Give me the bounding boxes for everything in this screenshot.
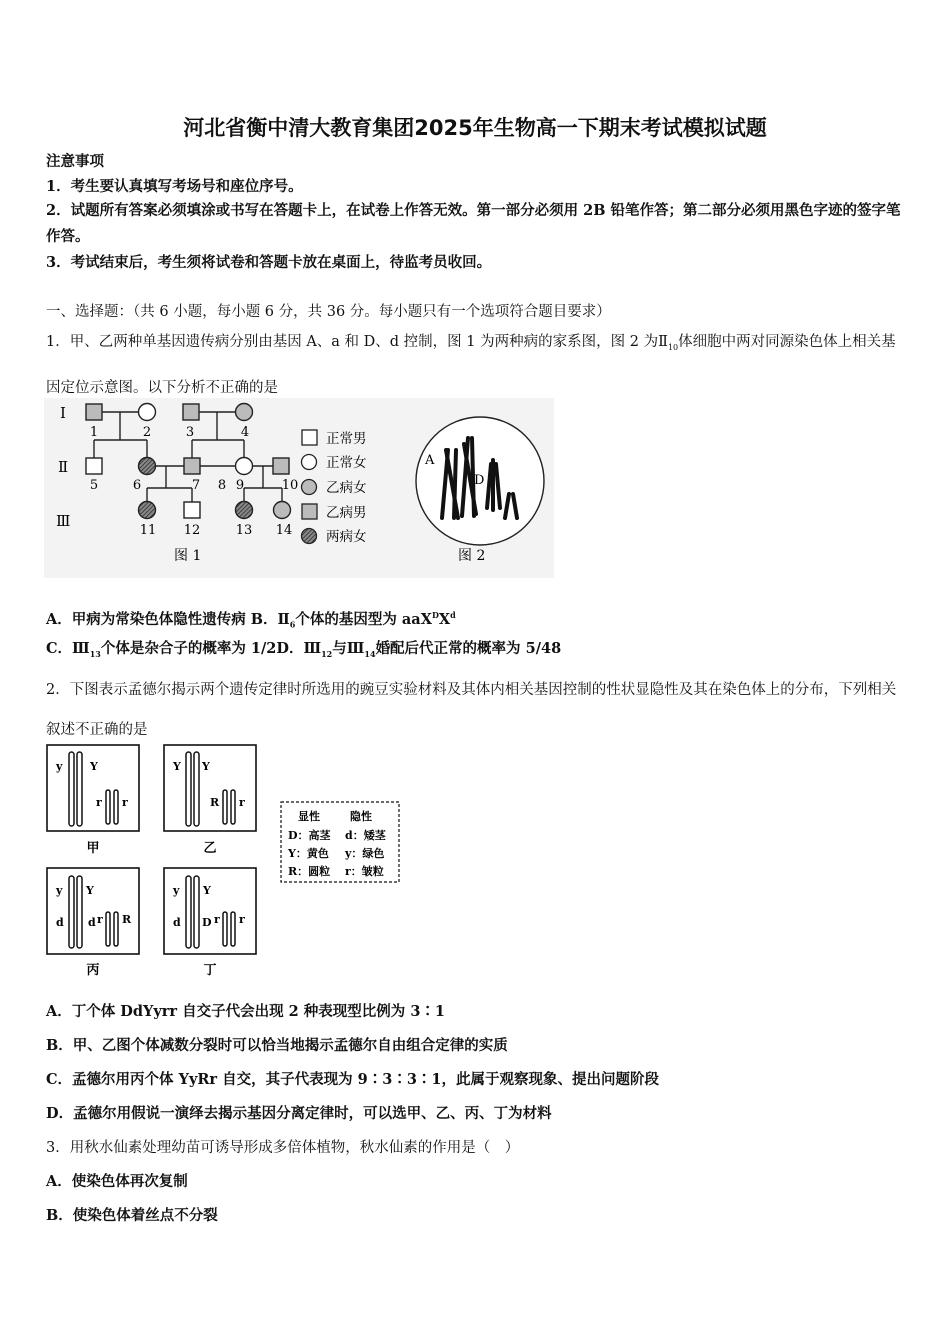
q3-stem: 3．用秋水仙素处理幼苗可诱导形成多倍体植物，秋水仙素的作用是（ ）	[46, 1140, 520, 1156]
bing-gene-Y: Y	[86, 884, 94, 897]
label-12: 12	[183, 523, 201, 538]
q1-option-ab: A．甲病为常染色体隐性遗传病 B．$Ⅱ_6$个体的基因型为 $aaX^DX^d$	[46, 610, 456, 630]
label-7: 7	[191, 478, 201, 493]
panel-label-ding: 丁	[203, 963, 217, 978]
gen-label-2: Ⅱ	[58, 458, 69, 476]
fig2-caption: 图 2	[458, 548, 486, 564]
legend-both-female: 两病女	[326, 529, 367, 545]
label-4: 4	[240, 425, 250, 440]
individual-4	[236, 404, 253, 421]
jia-gene-y: y	[56, 760, 63, 773]
legend-normal-male: 正常男	[326, 431, 367, 447]
jia-gene-Y: Y	[90, 760, 98, 773]
section-heading: 一、选择题：（共 6 小题，每小题 6 分，共 36 分。每小题只有一个选项符合题目要求）	[46, 304, 611, 320]
yi-gene-r: r	[239, 796, 245, 809]
bing-gene-R: R	[122, 913, 132, 926]
label-1: 1	[89, 425, 99, 440]
gen-label-1: Ⅰ	[60, 404, 66, 422]
q1-figures	[44, 398, 554, 578]
label-14: 14	[275, 523, 293, 538]
ding-gene-r1: r	[214, 913, 220, 926]
individual-12	[184, 502, 200, 518]
q2-option-b: B．甲、乙图个体减数分裂时可以恰当地揭示孟德尔自由组合定律的实质	[46, 1037, 508, 1054]
table-row-1-dom: D：高茎	[288, 829, 331, 842]
notice-item-1: 1．考生要认真填写考场号和座位序号。	[46, 178, 303, 195]
panel-yi	[164, 745, 256, 831]
bing-gene-r: r	[97, 913, 103, 926]
legend-yi-female: 乙病女	[326, 480, 367, 496]
panel-bing	[47, 868, 139, 954]
individual-1	[86, 404, 102, 420]
label-13: 13	[235, 523, 253, 538]
bing-gene-d2: d	[88, 916, 96, 929]
gene-D-label: D	[474, 473, 485, 488]
table-row-3-dom: R：圆粒	[288, 865, 331, 878]
page-title: 河北省衡中清大教育集团2025年生物高一下期末考试模拟试题	[183, 116, 767, 140]
bing-gene-d1: d	[56, 916, 64, 929]
q2-option-a: A．丁个体 DdYyrr 自交子代会出现 2 种表现型比例为 3∶1	[46, 1003, 446, 1020]
individual-5	[86, 458, 102, 474]
label-11: 11	[139, 523, 157, 538]
notice-heading: 注意事项	[46, 153, 104, 170]
q2-option-c: C．孟德尔用丙个体 YyRr 自交，其子代表现为 9∶3∶3∶1，此属于观察现象、提出问题阶段	[46, 1071, 660, 1088]
ding-gene-Y: Y	[203, 884, 211, 897]
individual-3	[183, 404, 199, 420]
ding-gene-d: d	[173, 916, 181, 929]
jia-gene-r1: r	[96, 796, 102, 809]
label-10: 10	[281, 478, 299, 493]
label-6: 6	[132, 478, 142, 493]
notice-item-3: 3．考试结束后，考生须将试卷和答题卡放在桌面上，待监考员收回。	[46, 254, 492, 271]
individual-2	[139, 404, 156, 421]
label-9: 9	[235, 478, 245, 493]
label-5: 5	[89, 478, 99, 493]
individual-6	[139, 458, 156, 475]
panel-label-yi: 乙	[203, 841, 217, 856]
ding-gene-D: D	[202, 916, 212, 929]
yi-gene-Y1: Y	[173, 760, 181, 773]
label-8: 8	[217, 478, 227, 493]
table-header-recessive: 隐性	[350, 810, 372, 823]
q1-option-cd: C．$Ⅲ_{13}$个体是杂合子的概率为 1/2D．$Ⅲ_{12}$与$Ⅲ_{14}$婚配后代正常的概率为 5/48	[46, 640, 562, 659]
bing-gene-y: y	[56, 884, 63, 897]
individual-11	[139, 502, 156, 519]
individual-8	[236, 458, 253, 475]
q2-figure	[44, 742, 404, 978]
label-3: 3	[185, 425, 195, 440]
panel-jia	[47, 745, 139, 831]
individual-14	[274, 502, 291, 519]
notice-item-2: 2．试题所有答案必须填涂或书写在答题卡上，在试卷上作答无效。第一部分必须用 2B 铅笔作答；第二部分必须用黑色字迹的签字笔作答。	[46, 202, 901, 245]
q1-stem: 1．甲、乙两种单基因遗传病分别由基因 A、a 和 D、d 控制，图 1 为两种病的家系图，图 2 为$Ⅱ_{10}$体细胞中两对同源染色体上相关基因定位示意图。以下分析不正确的是	[46, 334, 896, 396]
q3-option-a: A．使染色体再次复制	[46, 1173, 188, 1190]
label-2: 2	[142, 425, 152, 440]
fig1-caption: 图 1	[174, 548, 202, 564]
individual-7	[184, 458, 200, 474]
table-row-3-rec: r：皱粒	[345, 865, 384, 878]
table-row-1-rec: d：矮茎	[345, 829, 386, 842]
yi-gene-Y2: Y	[202, 760, 210, 773]
yi-gene-R: R	[210, 796, 220, 809]
individual-10	[273, 458, 289, 474]
ding-gene-y: y	[173, 884, 180, 897]
ding-gene-r2: r	[239, 913, 245, 926]
legend-normal-female: 正常女	[326, 455, 367, 471]
table-row-2-rec: y：绿色	[345, 847, 385, 860]
jia-gene-r2: r	[122, 796, 128, 809]
table-header-dominant: 显性	[298, 810, 320, 823]
panel-ding	[164, 868, 256, 954]
q2-stem: 2．下图表示孟德尔揭示两个遗传定律时所选用的豌豆实验材料及其体内相关基因控制的性状显隐性及其在染色体上的分布，下列相关叙述不正确的是	[46, 682, 897, 738]
gen-label-3: Ⅲ	[56, 512, 71, 530]
table-row-2-dom: Y：黄色	[288, 847, 329, 860]
legend-yi-male: 乙病男	[326, 505, 367, 521]
individual-13	[236, 502, 253, 519]
panel-label-bing: 丙	[86, 963, 100, 978]
q2-option-d: D．孟德尔用假说一演绎去揭示基因分离定律时，可以选甲、乙、丙、丁为材料	[46, 1105, 552, 1122]
q3-option-b: B．使染色体着丝点不分裂	[46, 1207, 218, 1224]
panel-label-jia: 甲	[86, 841, 100, 856]
gene-A-label: A	[425, 453, 435, 468]
